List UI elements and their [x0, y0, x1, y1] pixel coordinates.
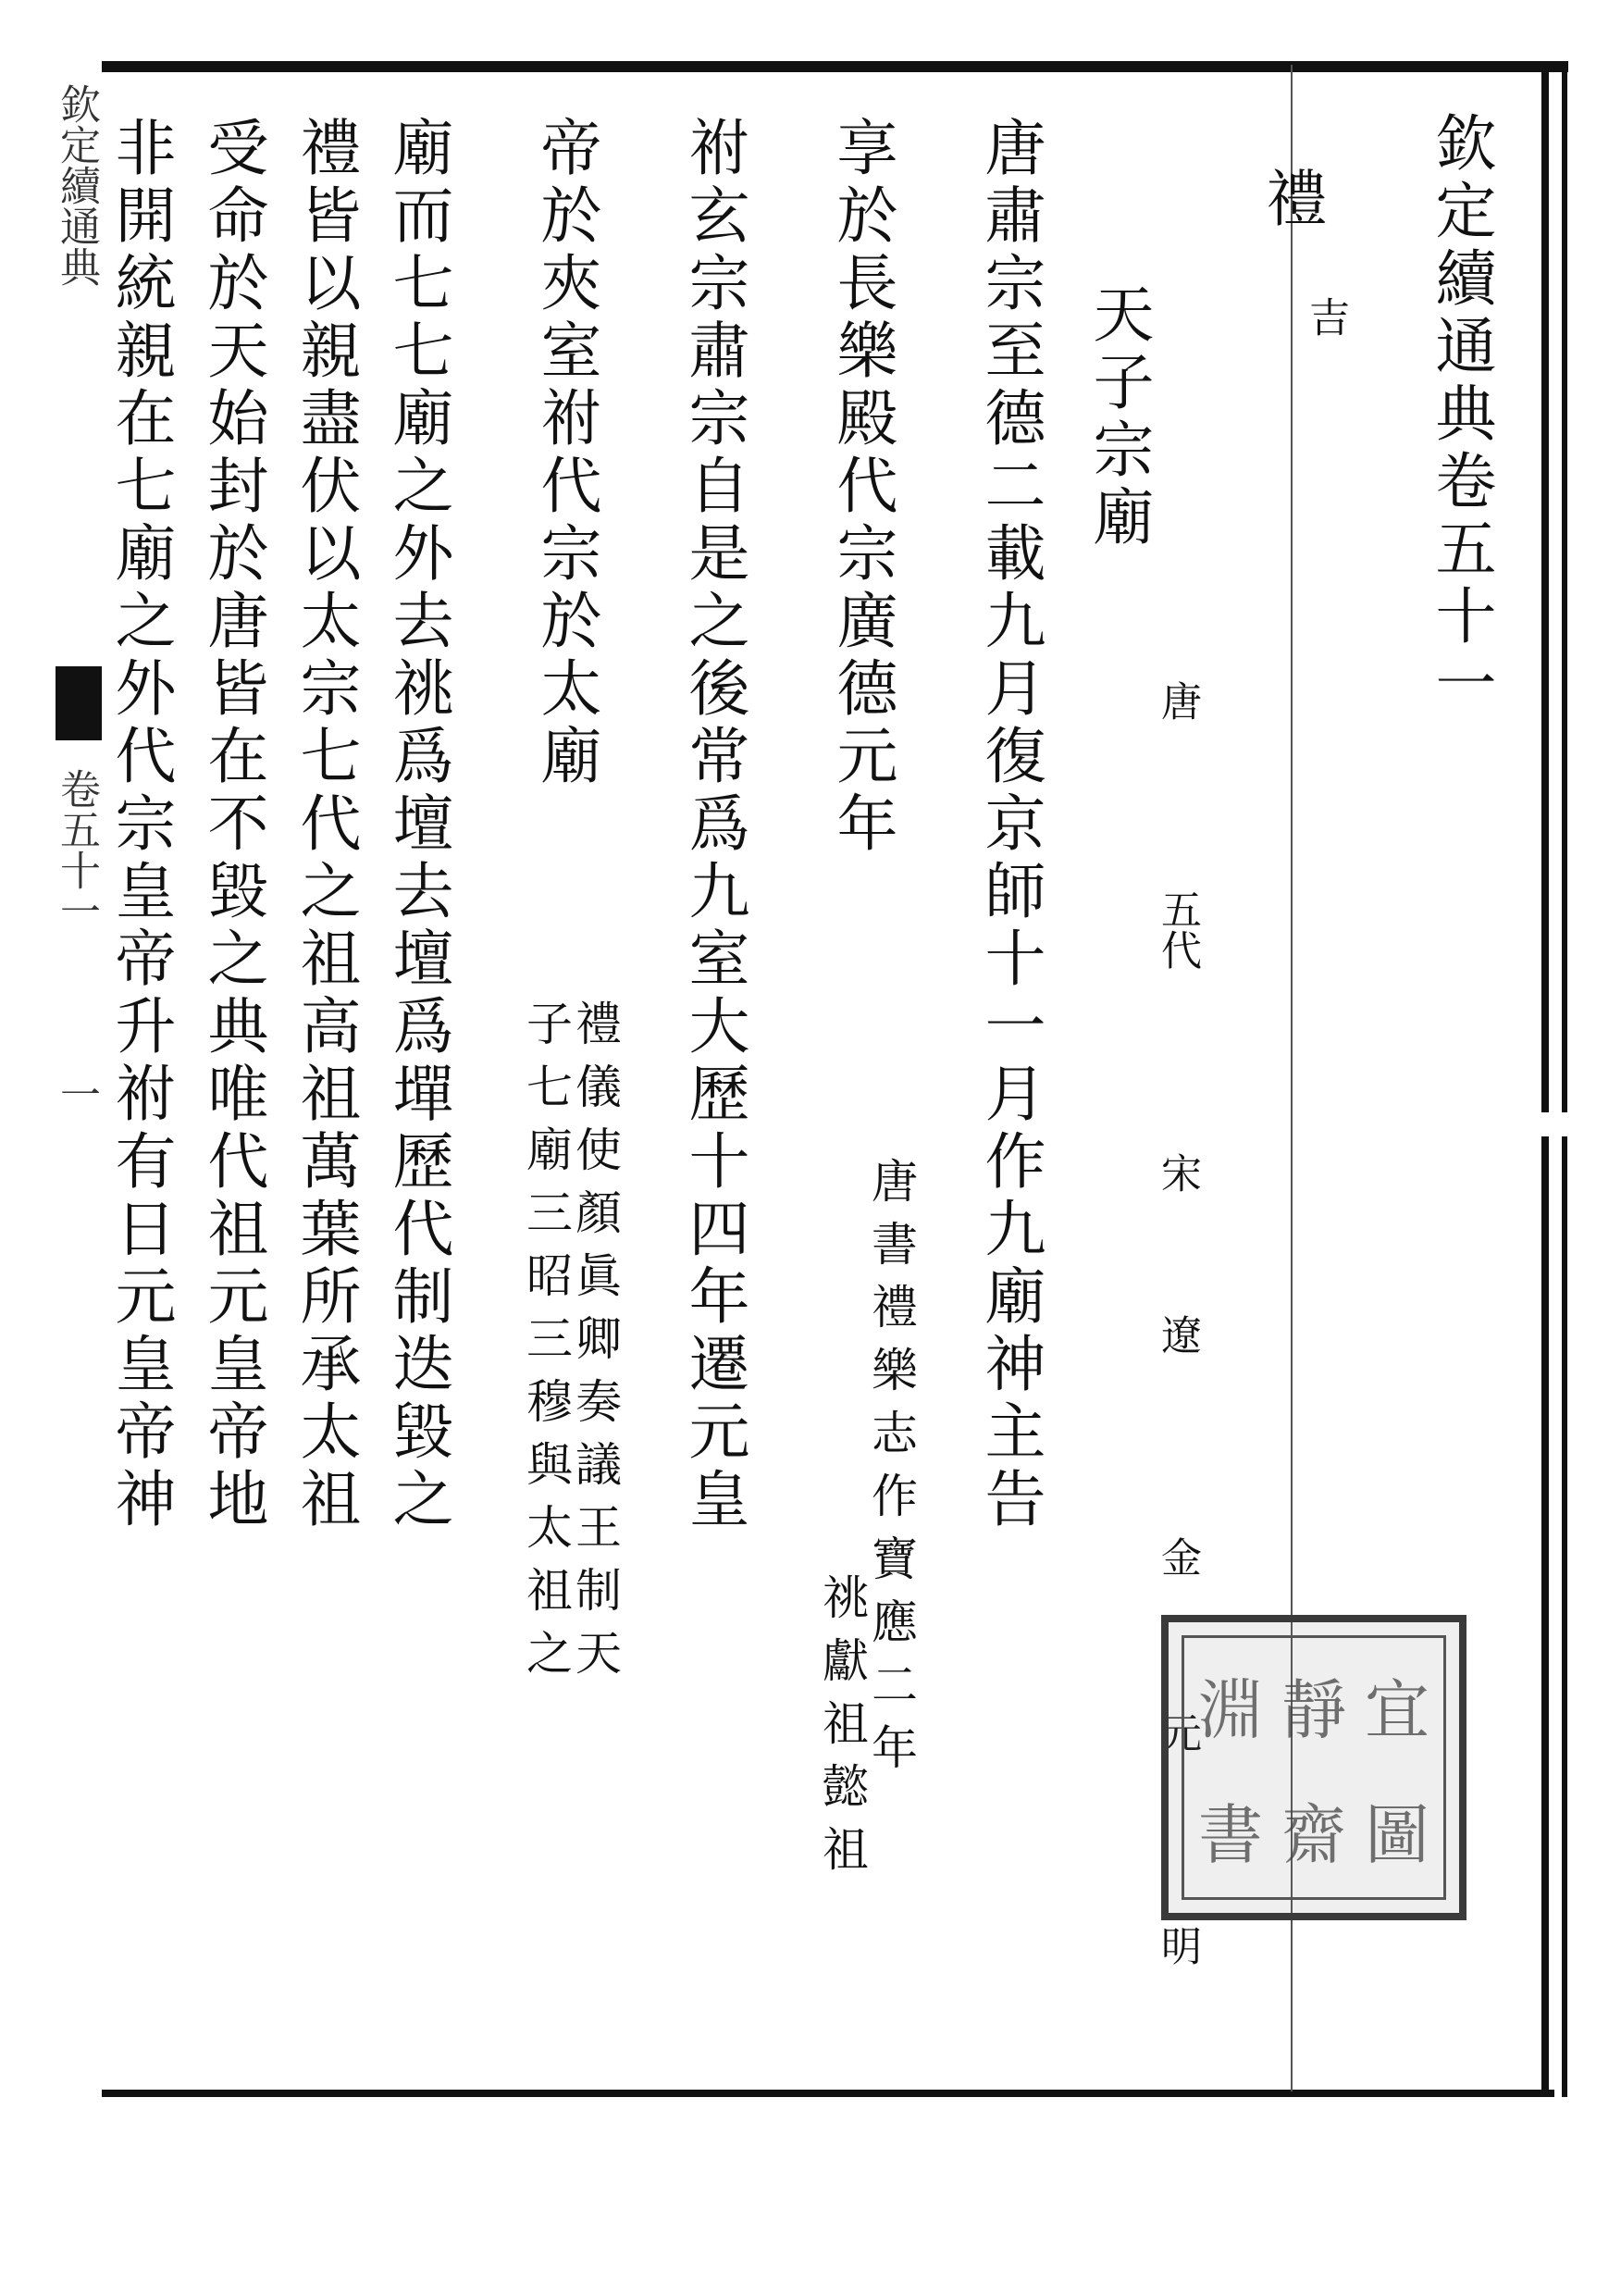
text-column-7: 受命於天始封於唐皆在不毀之典唯代祖元皇帝地 [197, 116, 268, 1534]
seal-char: 靜 [1281, 1672, 1346, 1748]
text-column-1: 唐肅宗至德二載九月復京師十一月作九廟神主告 [974, 116, 1046, 1534]
seal-char: 齋 [1281, 1797, 1346, 1873]
seal-char: 書 [1198, 1797, 1263, 1873]
dynasty-jin: 金 [1154, 1536, 1201, 1577]
text-column-4-note-a: 禮儀使顏眞卿奏議王制天 [568, 999, 622, 1692]
text-column-3: 祔玄宗肅宗自是之後常爲九室大歷十四年遷元皇 [678, 116, 749, 1534]
dynasty-ming: 明 [1154, 1925, 1201, 1966]
seal-char: 淵 [1198, 1672, 1263, 1748]
section-subheading: 吉 [1302, 296, 1349, 337]
book-title: 欽定續通典卷五十一 [1425, 111, 1496, 719]
text-column-2: 享於長樂殿代宗廣德元年 [826, 116, 897, 859]
seal-char: 圖 [1365, 1797, 1429, 1873]
text-column-6: 禮皆以親盡伏以太宗七代之祖高祖萬葉所承太祖 [290, 116, 361, 1534]
top-border [102, 61, 1568, 72]
margin-page-number: 一 [53, 1074, 100, 1114]
text-column-8: 非開統親在七廟之外代宗皇帝升祔有日元皇帝神 [105, 116, 176, 1534]
seal-char: 宜 [1365, 1672, 1429, 1748]
margin-book-title: 欽定續通典 [53, 83, 100, 287]
collector-seal [1161, 1615, 1466, 1920]
dynasty-tang: 唐 [1154, 680, 1201, 721]
margin-volume: 卷五十一 [53, 768, 100, 931]
text-column-2-note-a: 唐書禮樂志作寶應二年 [864, 1157, 918, 1786]
bottom-border [102, 2090, 1554, 2097]
text-column-2-note-b: 祧獻祖懿祖 [815, 1573, 869, 1888]
text-column-5: 廟而七七廟之外去祧爲壇去壇爲墠歷代制迭毀之 [382, 116, 453, 1534]
text-column-4: 帝於夾室祔代宗於太廟 [530, 116, 601, 791]
dynasty-liao: 遼 [1154, 1314, 1201, 1355]
right-border-outer [1562, 61, 1567, 2097]
seal-characters [1189, 1643, 1439, 1893]
right-border [1541, 61, 1549, 2097]
border-gap [1538, 1112, 1575, 1136]
topic-heading: 天子宗廟 [1083, 282, 1154, 552]
dynasty-yuan: 元 [1154, 1712, 1201, 1753]
section-heading: 禮 [1256, 167, 1327, 234]
dynasty-song: 宋 [1154, 1152, 1201, 1193]
text-column-4-note-b: 子七廟三昭三穆與太祖之 [519, 999, 573, 1692]
fishtail-mark [56, 666, 102, 740]
dynasty-wudai: 五代 [1154, 888, 1201, 970]
